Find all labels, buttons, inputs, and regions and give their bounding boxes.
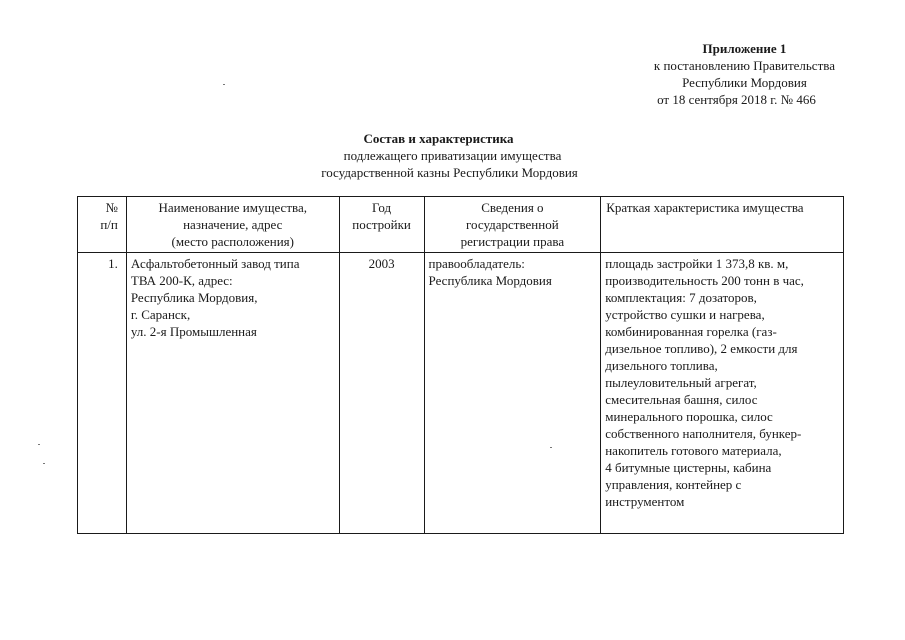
header-registration (424, 197, 601, 253)
row-characteristics-line: дизельное топливо), 2 емкости для (605, 341, 798, 356)
header-registration-line: Сведения о (481, 200, 544, 215)
header-registration-line: государственной (466, 217, 559, 232)
row-characteristics-line: дизельного топлива, (605, 358, 718, 373)
row-characteristics-line: управления, контейнер с (605, 477, 742, 492)
row-characteristics-line: инструментом (605, 494, 685, 509)
header-registration-line: регистрации права (460, 234, 565, 249)
appendix-block (654, 40, 835, 108)
table-header-row (78, 197, 844, 253)
row-characteristics-line: смесительная башня, силос (605, 392, 758, 407)
row-characteristics-line: накопитель готового материала, (605, 443, 782, 458)
scan-speck (43, 463, 45, 464)
row-year (339, 253, 424, 534)
appendix-line-2: Республики Мордовия (682, 75, 807, 90)
property-table (77, 196, 844, 534)
header-name (126, 197, 339, 253)
row-characteristics-line: устройство сушки и нагрева, (605, 307, 765, 322)
row-name-line: г. Саранск, (130, 307, 191, 322)
row-characteristics-line: минерального порошка, силос (605, 409, 773, 424)
row-characteristics-line: 4 битумные цистерны, кабина (605, 460, 772, 475)
table-row (78, 253, 844, 534)
header-characteristics (601, 197, 844, 253)
scan-speck (223, 84, 225, 85)
header-name-line: назначение, адрес (183, 217, 283, 232)
row-registration-line: правообладатель: (428, 256, 525, 271)
header-year (339, 197, 424, 253)
header-number-line: п/п (100, 217, 118, 232)
row-characteristics-line: площадь застройки 1 373,8 кв. м, (605, 256, 789, 271)
row-number-value: 1. (108, 256, 118, 271)
header-number (78, 197, 127, 253)
row-name (126, 253, 339, 534)
header-year-line: постройки (352, 217, 411, 232)
scan-speck (38, 444, 40, 445)
document-heading (0, 130, 905, 181)
row-characteristics-line: комплектация: 7 дозаторов, (605, 290, 757, 305)
header-year-line: Год (372, 200, 392, 215)
row-characteristics (601, 253, 844, 534)
row-name-line: Республика Мордовия, (130, 290, 258, 305)
row-registration (424, 253, 601, 534)
row-registration-line: Республика Мордовия (428, 273, 552, 288)
header-number-line: № (105, 200, 118, 215)
heading-title: Состав и характеристика (363, 131, 514, 146)
row-characteristics-line: комбинированная горелка (газ- (605, 324, 777, 339)
row-name-line: Асфальтобетонный завод типа (130, 256, 300, 271)
header-characteristics-line: Краткая характеристика имущества (606, 200, 804, 215)
row-characteristics-line: пылеуловительный агрегат, (605, 375, 757, 390)
row-characteristics-line: собственного наполнителя, бункер- (605, 426, 802, 441)
row-characteristics-line: производительность 200 тонн в час, (605, 273, 804, 288)
appendix-title: Приложение 1 (702, 41, 787, 56)
appendix-date: от 18 сентября 2018 г. № 466 (657, 92, 816, 107)
header-name-line: (место расположения) (171, 234, 294, 249)
header-name-line: Наименование имущества, (158, 200, 307, 215)
appendix-line-1: к постановлению Правительства (653, 58, 835, 73)
row-name-line: ТВА 200-К, адрес: (130, 273, 233, 288)
row-number (78, 253, 127, 534)
scan-speck (550, 447, 552, 448)
row-name-line: ул. 2-я Промышленная (130, 324, 257, 339)
heading-line-3: государственной казны Республики Мордовия (321, 165, 578, 180)
row-year-value: 2003 (368, 256, 395, 271)
heading-line-2: подлежащего приватизации имущества (343, 148, 562, 163)
